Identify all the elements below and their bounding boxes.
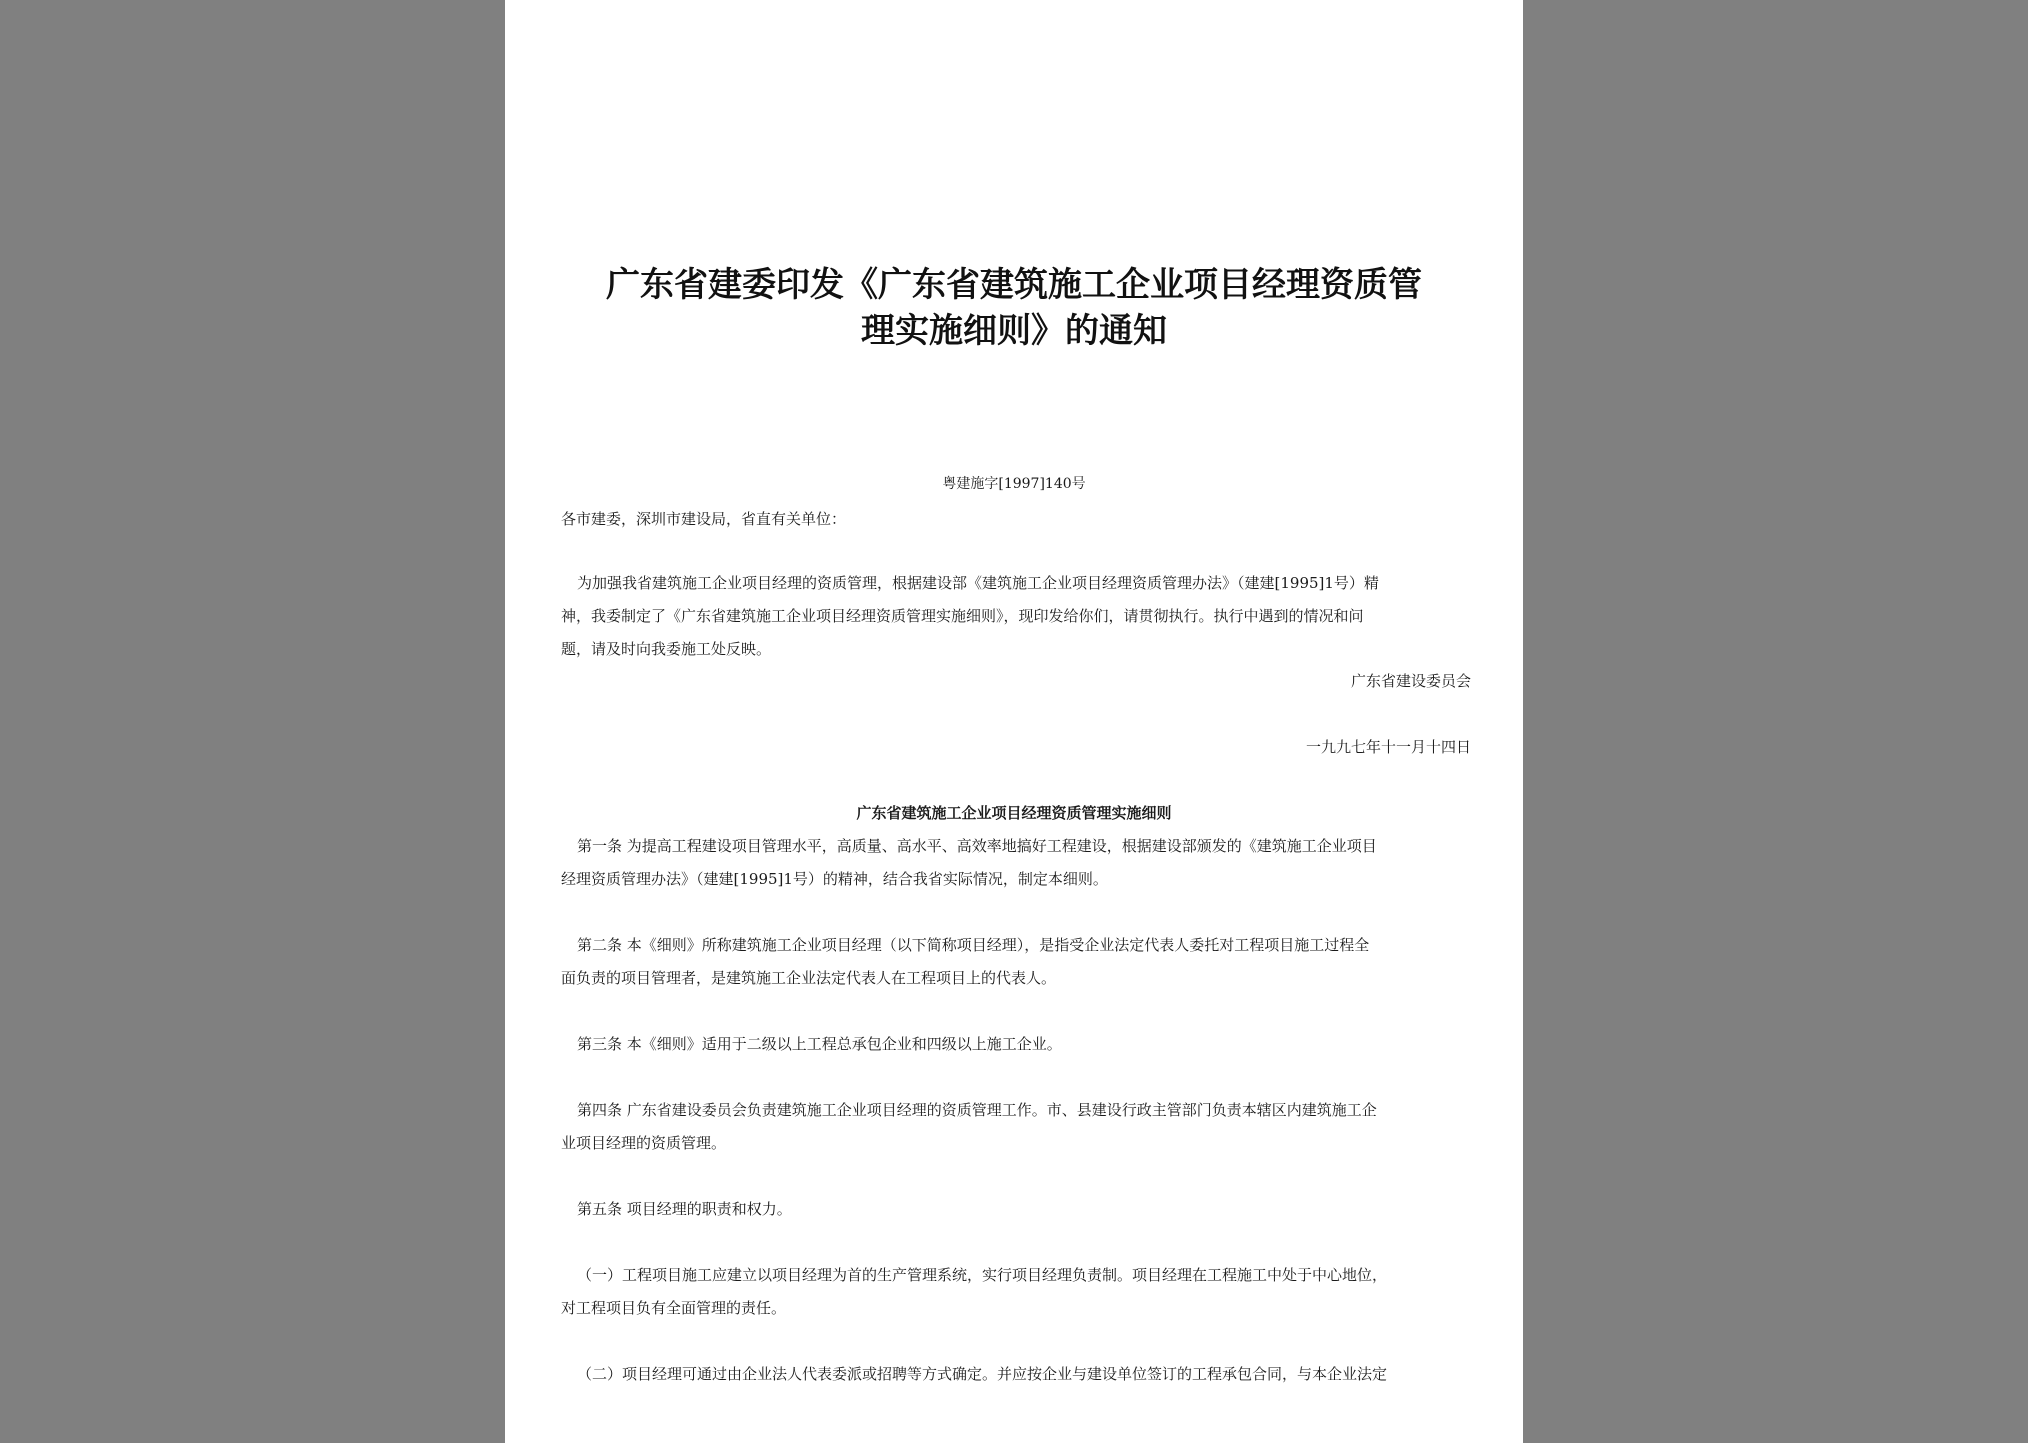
issue-date: 一九九七年十一月十四日	[1305, 738, 1471, 756]
document-number: 粤建施字[1997]140号	[942, 476, 1086, 492]
article-5-item-1	[561, 1259, 1473, 1325]
document-page	[505, 0, 1523, 1443]
article-5	[561, 1193, 1473, 1226]
title-line-2: 理实施细则》的通知	[861, 311, 1167, 351]
item-line: 对工程项目负有全面管理的责任。	[561, 1299, 787, 1317]
body-line: 神，我委制定了《广东省建筑施工企业项目经理资质管理实施细则》，现印发给你们，请贯彻执行。执行中遇到的情况和问	[561, 607, 1364, 625]
article-4	[561, 1094, 1473, 1160]
document-title	[545, 262, 1483, 354]
article-5-item-2	[561, 1358, 1473, 1391]
issuer-signature: 广东省建设委员会	[1350, 672, 1471, 690]
article-line: 面负责的项目管理者，是建筑施工企业法定代表人在工程项目上的代表人。	[561, 969, 1057, 987]
addressee	[561, 503, 1473, 536]
article-3	[561, 1028, 1473, 1061]
regulation-title: 广东省建筑施工企业项目经理资质管理实施细则	[856, 804, 1172, 822]
article-line: 第三条 本《细则》适用于二级以上工程总承包企业和四级以上施工企业。	[577, 1035, 1062, 1053]
notice-body	[561, 567, 1473, 666]
addressee-line: 各市建委，深圳市建设局，省直有关单位：	[561, 510, 847, 528]
article-line: 经理资质管理办法》（建建[1995]1号）的精神，结合我省实际情况，制定本细则。	[561, 870, 1108, 888]
article-line: 第一条 为提高工程建设项目管理水平，高质量、高水平、高效率地搞好工程建设，根据建设部颁发的《建筑施工企业项目	[577, 837, 1377, 855]
body-line: 为加强我省建筑施工企业项目经理的资质管理，根据建设部《建筑施工企业项目经理资质管理办法》（建建[1995]1号）精	[577, 574, 1379, 592]
item-line: （二）项目经理可通过由企业法人代表委派或招聘等方式确定。并应按企业与建设单位签订的工程承包合同，与本企业法定	[577, 1365, 1388, 1383]
title-line-1: 广东省建委印发《广东省建筑施工企业项目经理资质管	[606, 265, 1422, 305]
article-2	[561, 929, 1473, 995]
article-line: 第五条 项目经理的职责和权力。	[577, 1200, 792, 1218]
article-line: 第二条 本《细则》所称建筑施工企业项目经理（以下简称项目经理），是指受企业法定代表人委托对工程项目施工过程全	[577, 936, 1370, 954]
item-line: （一）工程项目施工应建立以项目经理为首的生产管理系统，实行项目经理负责制。项目经理在工程施工中处于中心地位，	[577, 1266, 1388, 1284]
article-line: 第四条 广东省建设委员会负责建筑施工企业项目经理的资质管理工作。市、县建设行政主管部门负责本辖区内建筑施工企	[577, 1101, 1377, 1119]
body-line: 题，请及时向我委施工处反映。	[561, 640, 772, 658]
article-line: 业项目经理的资质管理。	[561, 1134, 727, 1152]
article-1	[561, 830, 1473, 896]
